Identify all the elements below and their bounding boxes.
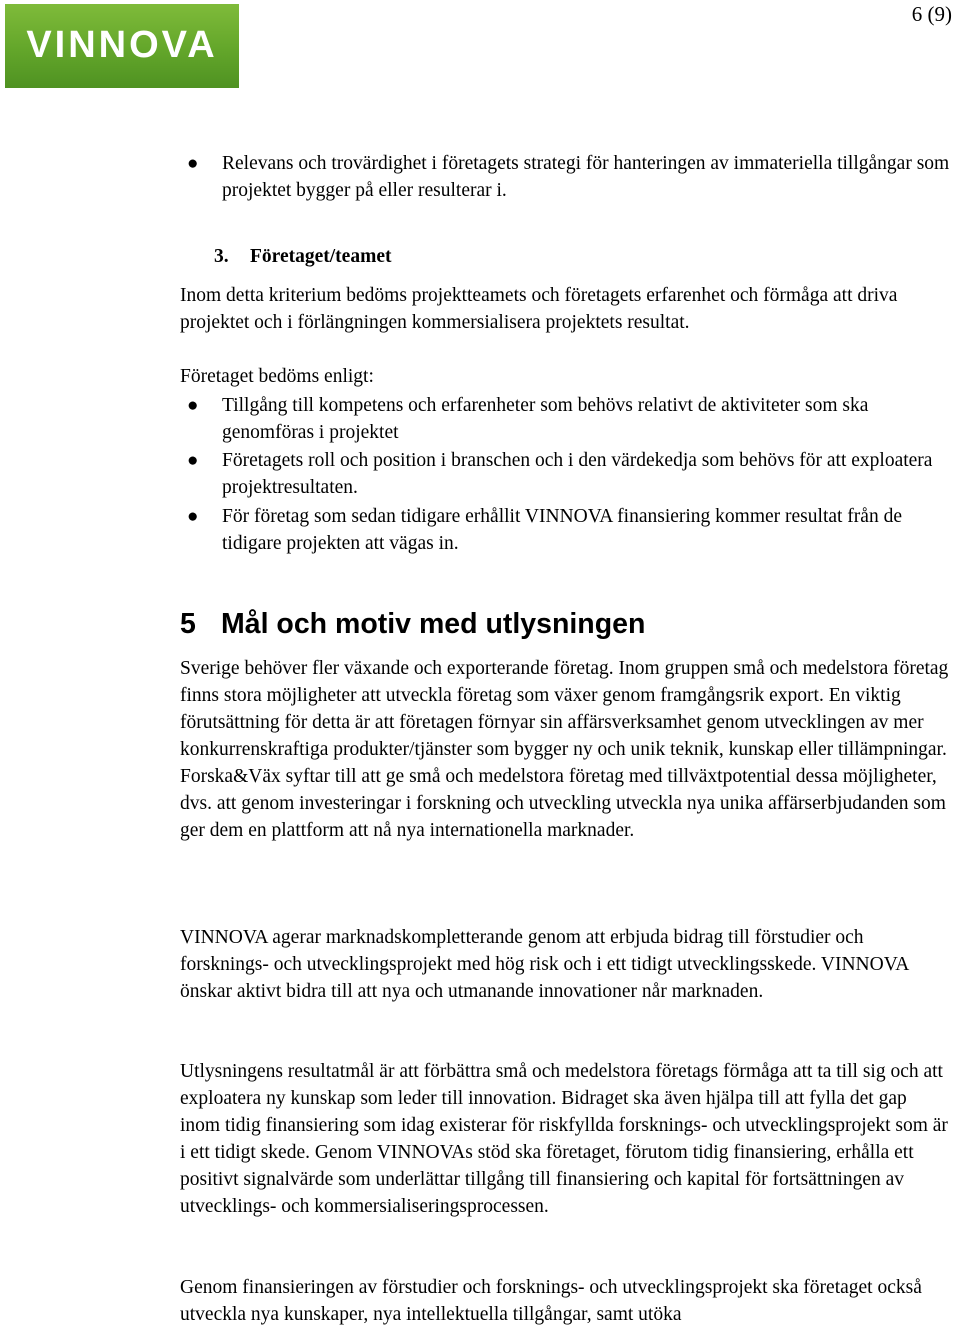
bullet-icon: ● — [187, 450, 199, 471]
bullet-text: För företag som sedan tidigare erhållit VINNOVA finansiering kommer resultat från de tidigare projekten att vägas in. — [222, 506, 902, 554]
vinnova-logo — [5, 4, 239, 88]
bullet-icon: ● — [187, 153, 199, 174]
bullet-text: Tillgång till kompetens och erfarenheter som behövs relativt de aktiviteter som ska genomföras i projektet — [222, 395, 869, 443]
criterion-heading — [214, 243, 391, 270]
bullet-text: Företagets roll och position i branschen och i den värdekedja som behövs för att exploatera projektresultaten. — [222, 450, 933, 498]
bullet-icon: ● — [187, 506, 199, 527]
bullet-text: Relevans och trovärdighet i företagets strategi för hanteringen av immateriella tillgångar som projektet bygger på eller resulterar i. — [222, 153, 950, 201]
criterion-title: Företaget/teamet — [250, 246, 392, 267]
section-heading — [180, 604, 645, 644]
section-number: 5 — [180, 608, 196, 640]
paragraph: Sverige behöver fler växande och exporterande företag. Inom gruppen små och medelstora företag finns stora möjligheter att utveckla företag som växer genom framgångsrik export. En viktig förutsättning för detta är att företagen förnyar sin affärsverksamhet genom utvecklingen av mer konkurrenskraftiga produkter/tjänster som bygger ny och unik teknik, kunskap eller tillämpningar. Forska&Väx syftar till att ge små och medelstora företag med tillväxtpotential dessa möjligheter, dvs. att genom investeringar i forskning och utveckling utveckla nya unika affärserbjudanden som ger dem en plattform att nå nya internationella marknader. — [180, 658, 949, 841]
section-title: Mål och motiv med utlysningen — [221, 608, 646, 640]
criterion-number: 3. — [214, 246, 229, 267]
criterion-assessed-label: Företaget bedöms enligt: — [180, 366, 374, 387]
criterion-intro: Inom detta kriterium bedöms projektteamets och företagets erfarenhet och förmåga att driva projektet och i förlängningen kommersialisera projektets resultat. — [180, 285, 898, 333]
bullet-icon: ● — [187, 395, 199, 416]
page-number: 6 (9) — [911, 2, 952, 26]
logo-text: VINNOVA — [26, 24, 218, 66]
paragraph: VINNOVA agerar marknadskompletterande genom att erbjuda bidrag till förstudier och forsknings- och utvecklingsprojekt med hög risk och i ett tidigt utvecklingsskede. VINNOVA önskar aktivt bidra till att nya och utmanande innovationer når marknaden. — [180, 927, 909, 1002]
paragraph: Genom finansieringen av förstudier och forsknings- och utvecklingsprojekt ska företaget också utveckla nya kunskaper, nya intellektuella tillgångar, samt utöka — [180, 1277, 922, 1325]
paragraph: Utlysningens resultatmål är att förbättra små och medelstora företags förmåga att ta till sig och att exploatera ny kunskap som leder till innovation. Bidraget ska även hjälpa till att fylla det gap inom tidig finansiering som idag existerar för riskfyllda forsknings- och utvecklingsprojekt som är i ett tidigt skede. Genom VINNOVAs stöd ska företaget, förutom tidig finansiering, erhålla ett positivt signalvärde som underlättar tillgång till finansiering och kapital för fortsättningen av utvecklings- och kommersialiseringsprocessen. — [180, 1061, 948, 1217]
